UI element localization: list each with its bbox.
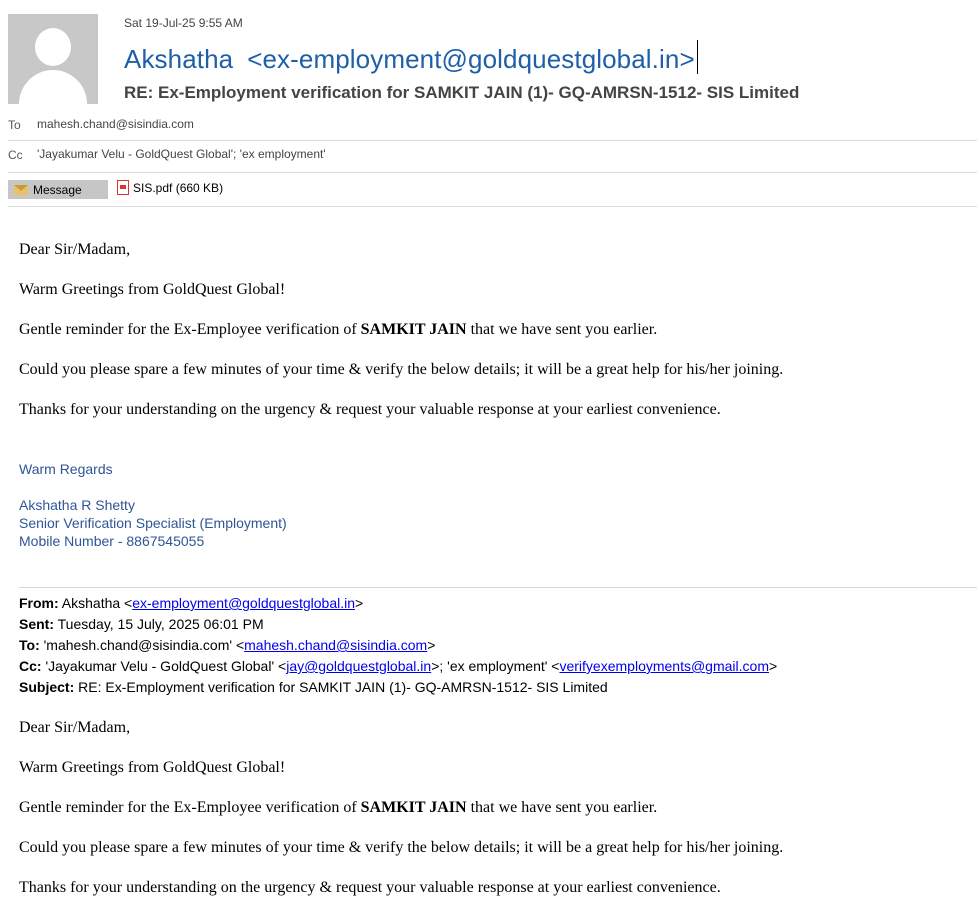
reply-separator [19, 587, 977, 588]
to-label: To [8, 118, 21, 132]
body-reminder: Gentle reminder for the Ex-Employee verification of SAMKIT JAIN that we have sent you earlier. [19, 321, 658, 338]
fwd-cc: Cc: 'Jayakumar Velu - GoldQuest Global' <jay@goldquestglobal.in>; 'ex employment' <verifyexemployments@gmail.com> [19, 658, 778, 674]
candidate-name: SAMKIT JAIN [360, 321, 467, 338]
sender[interactable] [124, 40, 698, 75]
avatar-icon[interactable] [8, 14, 98, 104]
fwd-to-email-link[interactable]: mahesh.chand@sisindia.com [244, 637, 428, 653]
envelope-icon [14, 185, 28, 195]
fwd-thanks: Thanks for your understanding on the urgency & request your valuable response at your earliest convenience. [19, 879, 721, 896]
pdf-icon [117, 180, 129, 195]
to-recipients[interactable]: mahesh.chand@sisindia.com [37, 117, 194, 131]
divider [8, 140, 977, 141]
fwd-greeting: Dear Sir/Madam, [19, 719, 131, 736]
fwd-from-email-link[interactable]: ex-employment@goldquestglobal.in [132, 595, 356, 611]
body-warm-greetings: Warm Greetings from GoldQuest Global! [19, 281, 286, 298]
divider [8, 206, 977, 207]
message-header [0, 0, 977, 210]
sender-email[interactable]: <ex-employment@goldquestglobal.in> [247, 44, 695, 74]
divider [8, 172, 977, 173]
attachment-sis-pdf[interactable] [117, 180, 223, 195]
signature-name: Akshatha R Shetty [19, 497, 135, 513]
fwd-to: To: 'mahesh.chand@sisindia.com' <mahesh.chand@sisindia.com> [19, 637, 436, 653]
cc-recipients[interactable]: 'Jayakumar Velu - GoldQuest Global'; 'ex employment' [37, 147, 326, 161]
attachment-name: SIS.pdf [133, 180, 173, 195]
subject: RE: Ex-Employment verification for SAMKIT JAIN (1)- GQ-AMRSN-1512- SIS Limited [124, 83, 800, 102]
fwd-sent: Sent: Tuesday, 15 July, 2025 06:01 PM [19, 616, 264, 632]
fwd-cc-email-link-2[interactable]: verifyexemployments@gmail.com [559, 658, 769, 674]
fwd-subject: Subject: RE: Ex-Employment verification for SAMKIT JAIN (1)- GQ-AMRSN-1512- SIS Limited [19, 679, 608, 695]
signature-title: Senior Verification Specialist (Employment) [19, 515, 287, 531]
signature-mobile: Mobile Number - 8867545055 [19, 533, 205, 549]
sent-date: Sat 19-Jul-25 9:55 AM [124, 16, 243, 30]
signature-regards: Warm Regards [19, 461, 113, 477]
cc-label: Cc [8, 148, 23, 162]
body-request: Could you please spare a few minutes of your time & verify the below details; it will be a great help for his/her joining. [19, 361, 784, 378]
message-tab-label: Message [33, 182, 82, 197]
fwd-reminder: Gentle reminder for the Ex-Employee verification of SAMKIT JAIN that we have sent you earlier. [19, 799, 658, 816]
message-tab[interactable] [8, 180, 108, 199]
body-thanks: Thanks for your understanding on the urgency & request your valuable response at your earliest convenience. [19, 401, 721, 418]
fwd-candidate-name: SAMKIT JAIN [360, 799, 467, 816]
body-greeting: Dear Sir/Madam, [19, 241, 131, 258]
fwd-from: From: Akshatha <ex-employment@goldquestglobal.in> [19, 595, 364, 611]
sender-name[interactable]: Akshatha [124, 44, 234, 74]
text-cursor [697, 40, 698, 74]
fwd-cc-email-link-1[interactable]: jay@goldquestglobal.in [286, 658, 432, 674]
fwd-request: Could you please spare a few minutes of your time & verify the below details; it will be a great help for his/her joining. [19, 839, 784, 856]
fwd-warm-greetings: Warm Greetings from GoldQuest Global! [19, 759, 286, 776]
attachment-size: (660 KB) [175, 180, 224, 195]
